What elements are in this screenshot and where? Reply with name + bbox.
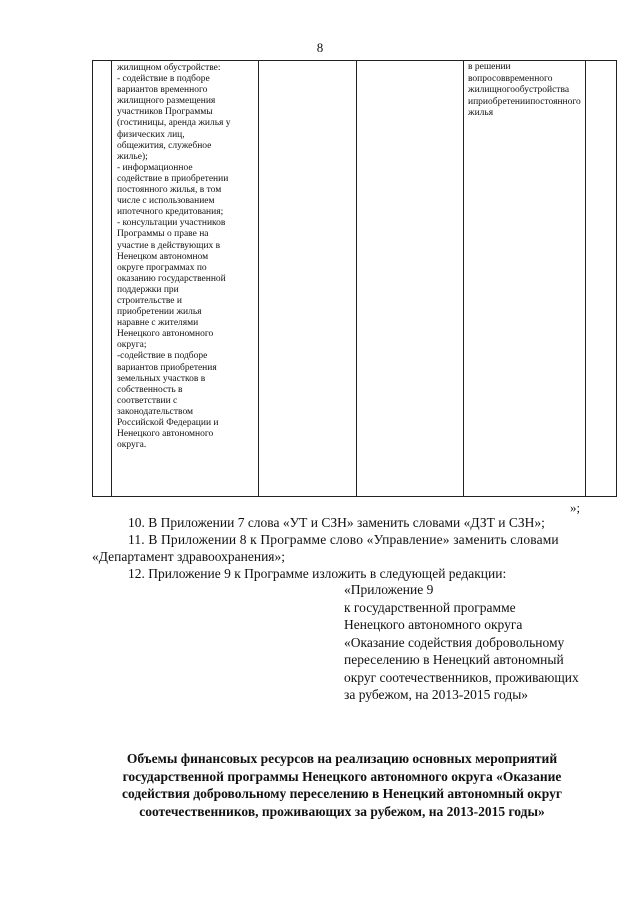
measures-line: приобретении жилья bbox=[117, 307, 202, 318]
measures-line: соответствии с bbox=[117, 395, 178, 406]
table-cell-number bbox=[93, 61, 112, 497]
heading-line: Объемы финансовых ресурсов на реализацию основных мероприятий bbox=[126, 751, 558, 766]
measures-line: -содействие в подборе bbox=[117, 351, 208, 362]
appendix-line: за рубежом, на 2013-2015 годы» bbox=[344, 687, 529, 702]
table-cell-measures bbox=[112, 61, 259, 497]
measures-line: ипотечного кредитования; bbox=[117, 207, 224, 218]
measures-line: жилищного размещения bbox=[117, 96, 216, 107]
table-cell-empty-2 bbox=[357, 61, 464, 497]
paragraph-11-line2: «Департамент здравоохранения»; bbox=[92, 549, 286, 564]
result-line: временного жилищного bbox=[468, 73, 553, 96]
measures-line: - консультации участников bbox=[117, 218, 226, 229]
heading-line: содействия добровольному переселению в Ненецкий автономный округ bbox=[121, 786, 563, 801]
table-cell-empty-3 bbox=[586, 61, 617, 497]
measures-line: Российской Федерации и bbox=[117, 418, 219, 428]
result-line: в решении вопросов bbox=[468, 62, 511, 84]
heading-line: государственной программы Ненецкого автономного округа «Оказание bbox=[122, 768, 562, 784]
measures-line: строительстве и bbox=[117, 295, 182, 306]
measures-line: округа. bbox=[117, 440, 147, 451]
measures-line: земельных участков в bbox=[117, 373, 206, 384]
continued-table bbox=[92, 60, 617, 497]
measures-line: Ненецкого автономного bbox=[117, 329, 214, 340]
table-cell-empty-1 bbox=[259, 61, 357, 497]
result-line: обустройства и bbox=[468, 85, 570, 107]
measures-text bbox=[112, 61, 258, 452]
page-number: 8 bbox=[316, 40, 324, 55]
measures-line: округа; bbox=[117, 340, 147, 351]
measures-line: содействие в приобретении bbox=[117, 173, 229, 184]
measures-line: физических лиц, bbox=[117, 129, 185, 140]
measures-line: - информационное bbox=[117, 162, 193, 173]
measures-line: постоянного жилья, в том bbox=[117, 185, 222, 196]
measures-line: законодательством bbox=[117, 406, 194, 417]
measures-line: наравне с жителями bbox=[117, 318, 199, 329]
measures-line: вариантов приобретения bbox=[117, 362, 217, 373]
table-end-quote: »; bbox=[570, 500, 581, 515]
appendix-line: «Приложение 9 bbox=[344, 582, 434, 597]
appendix-line: Ненецкого автономного округа bbox=[344, 617, 523, 632]
measures-line: числе с использованием bbox=[117, 196, 215, 207]
appendix-caption bbox=[344, 581, 614, 704]
measures-line: Программы о праве на bbox=[117, 229, 209, 240]
appendix-line: переселению в Ненецкий автономный bbox=[344, 652, 564, 667]
table-row bbox=[93, 61, 617, 497]
appendix-line: к государственной программе bbox=[344, 599, 516, 615]
measures-line: жилье); bbox=[117, 151, 148, 162]
heading-line: соотечественников, проживающих за рубежом, на 2013-2015 годы» bbox=[139, 803, 545, 819]
measures-line: оказанию государственной bbox=[117, 273, 226, 284]
measures-line: (гостиницы, аренда жилья у bbox=[117, 118, 231, 129]
measures-line: участие в действующих в bbox=[117, 240, 221, 251]
measures-line: округе программах по bbox=[117, 262, 207, 273]
result-line: постоянного жилья bbox=[468, 96, 581, 119]
appendix-line: «Оказание содействия добровольному bbox=[344, 634, 565, 650]
paragraph-10: 10. В Приложении 7 слова «УТ и СЗН» заменить словами «ДЗТ и СЗН»; bbox=[128, 515, 545, 530]
measures-line: - содействие в подборе bbox=[117, 74, 210, 85]
measures-line: Ненецкого автономного bbox=[117, 429, 214, 440]
table-cell-result bbox=[464, 61, 586, 497]
paragraph-12: 12. Приложение 9 к Программе изложить в следующей редакции: bbox=[128, 566, 507, 581]
measures-line: участников Программы bbox=[117, 107, 213, 118]
measures-line: жилищном обустройстве: bbox=[117, 63, 221, 73]
section-heading bbox=[92, 750, 592, 820]
measures-line: вариантов временного bbox=[117, 85, 208, 96]
paragraph-11-line1: 11. В Приложении 8 к Программе слово «Управление» заменить словами bbox=[128, 532, 559, 547]
result-line: приобретении bbox=[473, 96, 531, 107]
measures-line: собственность в bbox=[117, 384, 183, 395]
appendix-line: округ соотечественников, проживающих bbox=[344, 669, 579, 685]
result-text bbox=[464, 61, 585, 121]
measures-line: общежития, служебное bbox=[117, 140, 212, 151]
measures-line: Ненецком автономном bbox=[117, 251, 209, 262]
measures-line: поддержки при bbox=[117, 284, 179, 295]
